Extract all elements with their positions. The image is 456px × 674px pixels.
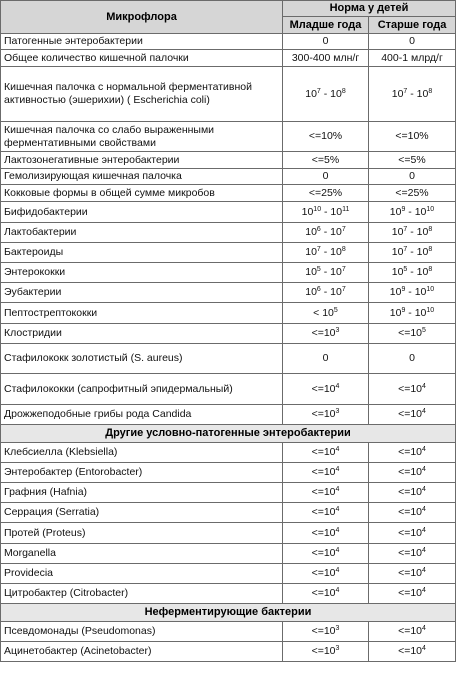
section-header-row <box>1 425 456 443</box>
microflora-name-cell: Бифидобактерии <box>1 202 283 223</box>
norm-older-cell: $10^7 - 10^8$ <box>369 67 456 122</box>
microflora-name-cell: Кишечная палочка со слабо выраженными ферментативными свойствами <box>1 122 283 152</box>
norm-older-cell: 0 <box>369 344 456 374</box>
column-header-younger: Младше года <box>283 17 369 34</box>
norm-younger-cell: <=10% <box>283 122 369 152</box>
norm-younger-cell: $<=10^4$ <box>283 544 369 564</box>
microflora-name-cell: Энтеробактер (Entorobacter) <box>1 463 283 483</box>
norm-younger-cell: $<=10^4$ <box>283 523 369 544</box>
table-row <box>1 344 456 374</box>
microflora-name-cell: Графния (Hafnia) <box>1 483 283 503</box>
microflora-name-cell: Бактероиды <box>1 243 283 263</box>
table-row <box>1 283 456 303</box>
norm-older-cell: <=25% <box>369 185 456 202</box>
norm-older-cell: $<=10^4$ <box>369 544 456 564</box>
table-row <box>1 463 456 483</box>
norm-younger-cell: $10^7 - 10^8$ <box>283 243 369 263</box>
microflora-name-cell: Клостридии <box>1 324 283 344</box>
table-row <box>1 34 456 50</box>
section-title: Неферментирующие бактерии <box>1 604 456 622</box>
norm-older-cell: <=10% <box>369 122 456 152</box>
microflora-name-cell: Лактобактерии <box>1 223 283 243</box>
norm-older-cell: $10^7 - 10^8$ <box>369 223 456 243</box>
norm-younger-cell: < $10^5$ <box>283 303 369 324</box>
microflora-name-cell: Дрожжеподобные грибы рода Candida <box>1 405 283 425</box>
norm-younger-cell: $<=10^3$ <box>283 642 369 662</box>
norm-younger-cell: $10^7 - 10^8$ <box>283 67 369 122</box>
norm-older-cell: $10^9 - 10^{10}$ <box>369 303 456 324</box>
table-header <box>1 1 456 34</box>
table-row <box>1 483 456 503</box>
table-row <box>1 122 456 152</box>
table-row <box>1 564 456 584</box>
table-body <box>1 34 456 662</box>
norm-older-cell: $<=10^4$ <box>369 503 456 523</box>
column-header-norm: Норма у детей <box>283 1 456 17</box>
norm-younger-cell: $<=10^4$ <box>283 584 369 604</box>
table-row <box>1 50 456 67</box>
norm-younger-cell: 300-400 млн/г <box>283 50 369 67</box>
microflora-name-cell: Клебсиелла (Klebsiella) <box>1 443 283 463</box>
microflora-name-cell: Энтерококки <box>1 263 283 283</box>
table-row <box>1 584 456 604</box>
table-row <box>1 443 456 463</box>
microflora-name-cell: Псевдомонады (Pseudomonas) <box>1 622 283 642</box>
norm-older-cell: $<=10^4$ <box>369 523 456 544</box>
norm-older-cell: 0 <box>369 34 456 50</box>
table-row <box>1 405 456 425</box>
norm-older-cell: <=5% <box>369 152 456 169</box>
section-title: Другие условно-патогенные энтеробактерии <box>1 425 456 443</box>
table-row <box>1 523 456 544</box>
microflora-name-cell: Общее количество кишечной палочки <box>1 50 283 67</box>
norm-older-cell: 400-1 млрд/г <box>369 50 456 67</box>
norm-older-cell: $<=10^4$ <box>369 463 456 483</box>
norm-older-cell: $<=10^4$ <box>369 642 456 662</box>
table-row <box>1 67 456 122</box>
norm-older-cell: $<=10^4$ <box>369 584 456 604</box>
norm-younger-cell: <=5% <box>283 152 369 169</box>
norm-older-cell: $<=10^4$ <box>369 483 456 503</box>
column-header-older: Старше года <box>369 17 456 34</box>
column-header-microflora: Микрофлора <box>1 1 283 34</box>
microflora-name-cell: Кокковые формы в общей сумме микробов <box>1 185 283 202</box>
norm-older-cell: $10^9 - 10^{10}$ <box>369 283 456 303</box>
norm-older-cell: $<=10^4$ <box>369 622 456 642</box>
microflora-name-cell: Серрация (Serratia) <box>1 503 283 523</box>
norm-older-cell: $<=10^4$ <box>369 443 456 463</box>
table-row <box>1 263 456 283</box>
norm-older-cell: $<=10^4$ <box>369 374 456 405</box>
microflora-name-cell: Патогенные энтеробактерии <box>1 34 283 50</box>
table-row <box>1 642 456 662</box>
norm-younger-cell: $<=10^4$ <box>283 483 369 503</box>
microflora-name-cell: Пептострептококки <box>1 303 283 324</box>
norm-younger-cell: $10^5 - 10^7$ <box>283 263 369 283</box>
norm-older-cell: $<=10^5$ <box>369 324 456 344</box>
table-row <box>1 202 456 223</box>
section-header-row <box>1 604 456 622</box>
norm-younger-cell: $<=10^3$ <box>283 405 369 425</box>
table-row <box>1 374 456 405</box>
norm-older-cell: $<=10^4$ <box>369 564 456 584</box>
microflora-name-cell: Лактозонегативные энтеробактерии <box>1 152 283 169</box>
norm-younger-cell: $<=10^4$ <box>283 564 369 584</box>
microflora-name-cell: Гемолизирующая кишечная палочка <box>1 169 283 185</box>
table-row <box>1 185 456 202</box>
microflora-name-cell: Morganella <box>1 544 283 564</box>
table-row <box>1 152 456 169</box>
norm-older-cell: $10^9 - 10^{10}$ <box>369 202 456 223</box>
microflora-name-cell: Стафилококки (сапрофитный эпидермальный) <box>1 374 283 405</box>
microflora-name-cell: Протей (Proteus) <box>1 523 283 544</box>
norm-younger-cell: $<=10^4$ <box>283 374 369 405</box>
norm-younger-cell: $10^6 - 10^7$ <box>283 283 369 303</box>
norm-older-cell: $10^5 - 10^8$ <box>369 263 456 283</box>
table-row <box>1 243 456 263</box>
norm-younger-cell: $<=10^4$ <box>283 503 369 523</box>
table-row <box>1 324 456 344</box>
microflora-name-cell: Стафилококк золотистый (S. aureus) <box>1 344 283 374</box>
microflora-name-cell: Providecia <box>1 564 283 584</box>
microflora-name-cell: Эубактерии <box>1 283 283 303</box>
norm-younger-cell: 0 <box>283 34 369 50</box>
norm-younger-cell: 0 <box>283 344 369 374</box>
table-row <box>1 544 456 564</box>
microflora-name-cell: Кишечная палочка с нормальной ферментативной активностью (эшерихии) ( Escherichia coli) <box>1 67 283 122</box>
norm-younger-cell: <=25% <box>283 185 369 202</box>
norm-older-cell: 0 <box>369 169 456 185</box>
table-row <box>1 303 456 324</box>
table-row <box>1 503 456 523</box>
table-row <box>1 169 456 185</box>
microflora-name-cell: Цитробактер (Citrobacter) <box>1 584 283 604</box>
norm-younger-cell: $10^{10} - 10^{11}$ <box>283 202 369 223</box>
norm-older-cell: $<=10^4$ <box>369 405 456 425</box>
norm-younger-cell: $<=10^3$ <box>283 324 369 344</box>
table-row <box>1 622 456 642</box>
norm-younger-cell: $<=10^4$ <box>283 443 369 463</box>
norm-older-cell: $10^7 - 10^8$ <box>369 243 456 263</box>
norm-younger-cell: $10^6 - 10^7$ <box>283 223 369 243</box>
norm-younger-cell: $<=10^4$ <box>283 463 369 483</box>
norm-younger-cell: $<=10^3$ <box>283 622 369 642</box>
norm-younger-cell: 0 <box>283 169 369 185</box>
microflora-name-cell: Ацинетобактер (Acinetobacter) <box>1 642 283 662</box>
table-row <box>1 223 456 243</box>
